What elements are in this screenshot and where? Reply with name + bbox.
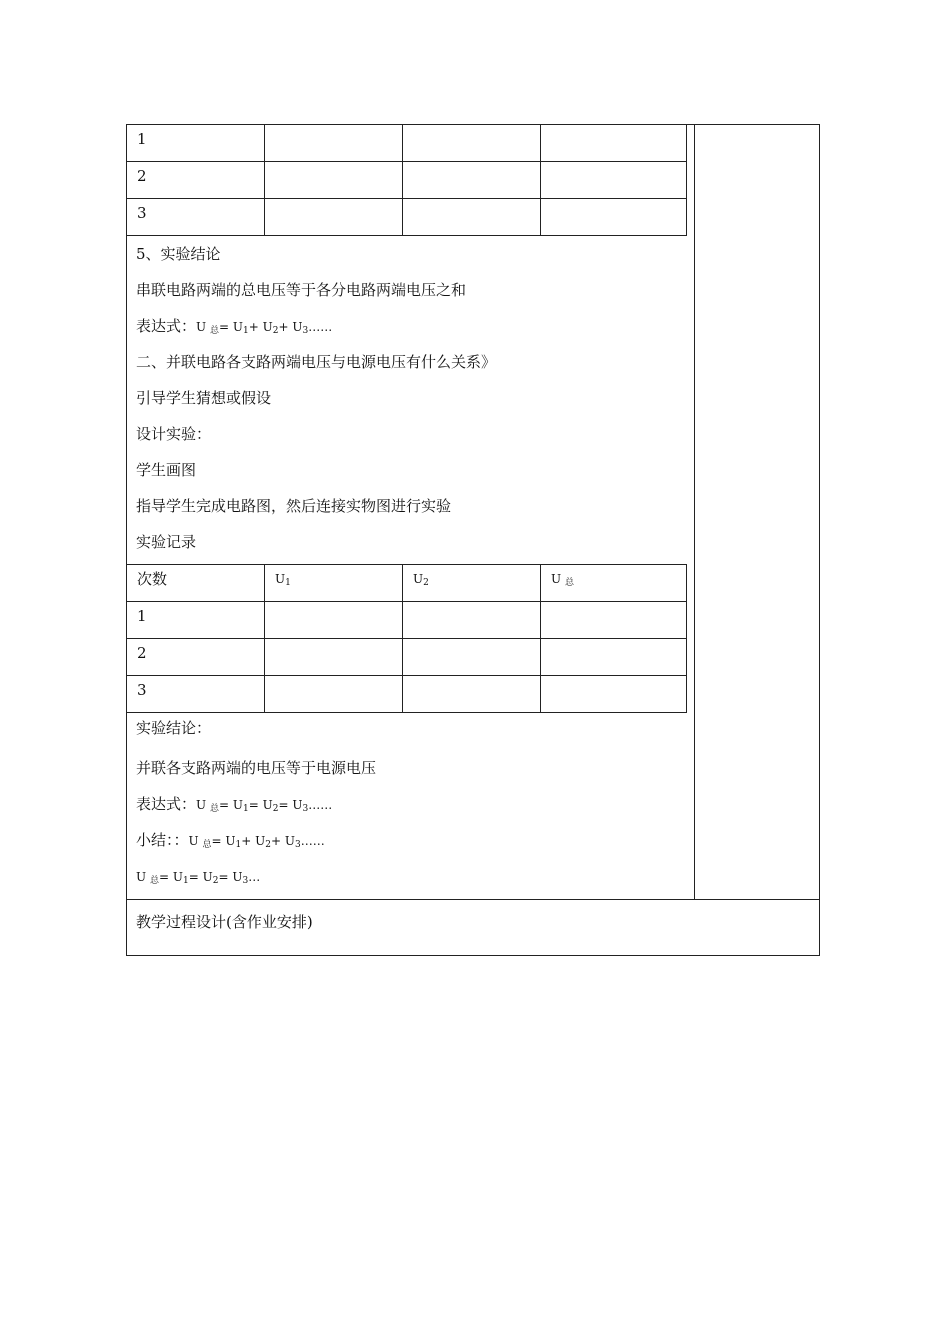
parallel-rule: 并联各支路两端的电压等于电源电压 xyxy=(136,759,377,777)
table-row xyxy=(127,162,687,199)
summary-parallel: U $_总= U_1= U_2=$ $U_3\dots$ xyxy=(136,870,261,886)
table-cell xyxy=(265,199,403,236)
header-cell: 次数 xyxy=(127,565,265,602)
guide-text: 引导学生猜想或假设 xyxy=(136,389,272,407)
draw-text: 学生画图 xyxy=(136,461,197,479)
table-cell xyxy=(265,639,403,676)
table-cell xyxy=(541,676,687,713)
table-cell xyxy=(541,199,687,236)
series-rule: 串联电路两端的总电压等于各分电路两端电压之和 xyxy=(136,281,467,299)
instruct-text: 指导学生完成电路图，然后连接实物图进行实验 xyxy=(136,497,452,515)
table-cell xyxy=(403,602,541,639)
table-cell: 2 xyxy=(127,162,265,199)
parallel-expression: 表达式：U $_总= U_1= U_2=$ $U_3\dots\dots$ xyxy=(136,795,333,814)
section2-title: 二、并联电路各支路两端电压与电源电压有什么关系》 xyxy=(136,353,497,371)
table-header-row xyxy=(127,565,687,602)
table-row xyxy=(127,125,687,162)
conclusion2-heading: 实验结论： xyxy=(136,719,212,737)
design-text: 设计实验： xyxy=(136,425,212,443)
table-cell xyxy=(541,639,687,676)
table-cell xyxy=(541,125,687,162)
table-row xyxy=(127,602,687,639)
table-cell: 3 xyxy=(127,676,265,713)
header-cell: $U_2$ xyxy=(403,565,541,602)
table-cell xyxy=(541,602,687,639)
parallel-record-table xyxy=(126,564,687,713)
table-cell: 1 xyxy=(127,602,265,639)
header-cell: $U_1$ xyxy=(265,565,403,602)
table-cell xyxy=(403,676,541,713)
table-cell xyxy=(541,162,687,199)
table-cell xyxy=(265,602,403,639)
table-cell xyxy=(265,162,403,199)
conclusion-heading: 5、实验结论 xyxy=(136,245,221,263)
table-cell xyxy=(403,199,541,236)
table-cell xyxy=(403,162,541,199)
table-cell: 2 xyxy=(127,639,265,676)
series-record-table xyxy=(126,124,687,236)
table-row xyxy=(127,639,687,676)
expression-label: 表达式： xyxy=(136,795,197,813)
table-cell xyxy=(403,639,541,676)
header-cell: U $_总$ xyxy=(541,565,687,602)
teaching-process-title: 教学过程设计(含作业安排) xyxy=(136,913,313,931)
summary-series: 小结：：U $_总= U_1+ U_2+$ $U_3\dots\dots$ xyxy=(136,831,325,850)
table-row xyxy=(127,676,687,713)
table-row xyxy=(127,199,687,236)
table-cell xyxy=(403,125,541,162)
series-expression: 表达式：U $_总= U_1+ U_2+$ $U_3\dots\dots$ xyxy=(136,317,333,336)
table-cell xyxy=(265,125,403,162)
table-cell: 3 xyxy=(127,199,265,236)
summary-label: 小结：： xyxy=(136,831,189,849)
expression-label: 表达式： xyxy=(136,317,197,335)
right-column-divider xyxy=(694,124,695,900)
table-cell xyxy=(265,676,403,713)
table-cell: 1 xyxy=(127,125,265,162)
record-heading: 实验记录 xyxy=(136,533,197,551)
bottom-row-divider xyxy=(126,899,820,900)
